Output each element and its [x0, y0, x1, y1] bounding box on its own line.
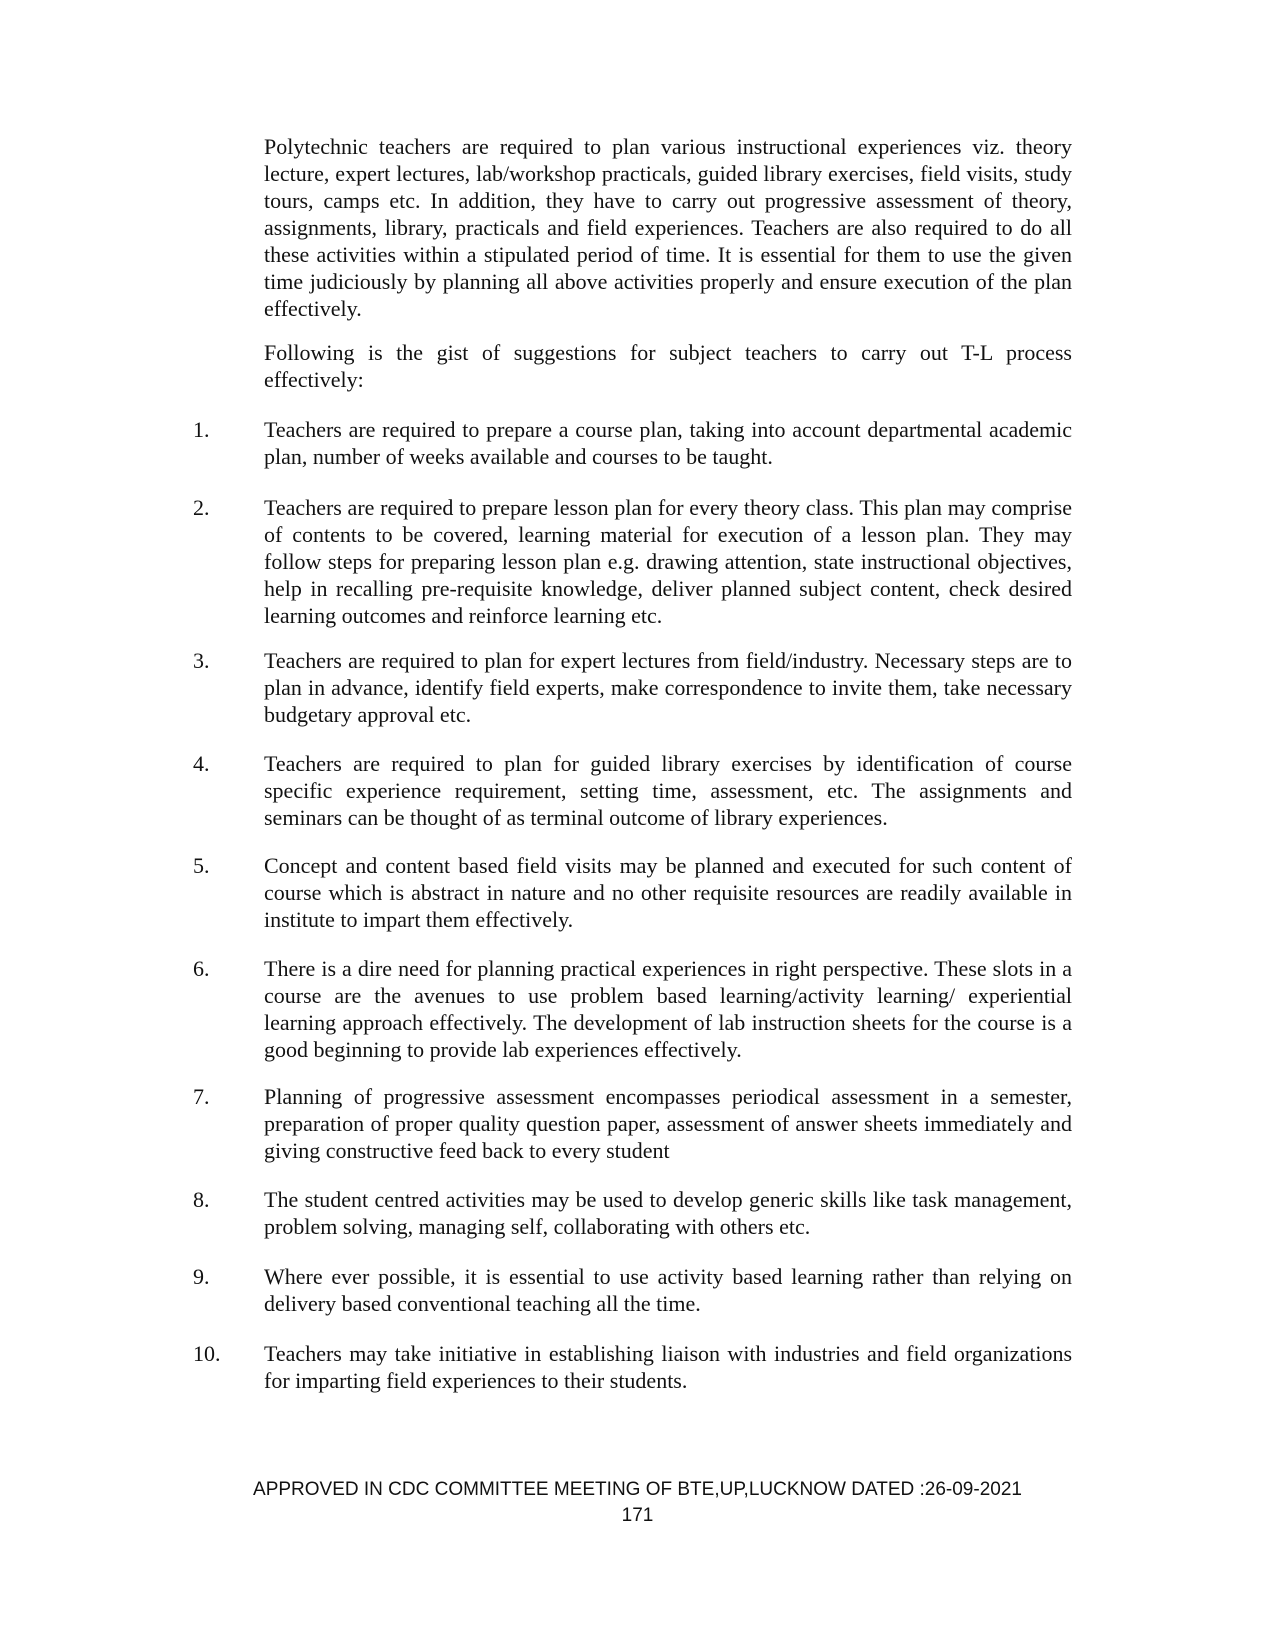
list-item-number: 1. [193, 417, 210, 442]
list-item-text: The student centred activities may be used to develop generic skills like task management, problem solving, managing self, collaborating with others etc. [264, 1187, 1072, 1239]
list-item-text: Teachers are required to plan for expert lectures from field/industry. Necessary steps are to plan in advance, identify field experts, make correspondence to invite them, take necessary budgetary approval etc. [264, 648, 1072, 727]
list-item-number: 2. [193, 495, 210, 520]
list-item-number: 9. [193, 1264, 210, 1289]
page-number: 171 [621, 1505, 654, 1526]
list-item-text: There is a dire need for planning practical experiences in right perspective. These slots in a course are the avenues to use problem based learning/activity learning/ experiential learning approach effectively. The development of lab instruction sheets for the course is a good beginning to provide lab experiences effectively. [264, 956, 1072, 1062]
list-item-number: 6. [193, 956, 210, 981]
list-item-text: Teachers may take initiative in establishing liaison with industries and field organizations for imparting field experiences to their students. [264, 1341, 1072, 1393]
list-item-text: Concept and content based field visits may be planned and executed for such content of course which is abstract in nature and no other requisite resources are readily available in institute to impart them effectively. [264, 853, 1072, 932]
approval-footer: APPROVED IN CDC COMMITTEE MEETING OF BTE,UP,LUCKNOW DATED :26-09-2021 [253, 1479, 1022, 1500]
list-item-text: Planning of progressive assessment encompasses periodical assessment in a semester, preparation of proper quality question paper, assessment of answer sheets immediately and giving constructive feed back to every student [264, 1084, 1072, 1163]
list-item-text: Teachers are required to plan for guided library exercises by identification of course specific experience requirement, setting time, assessment, etc. The assignments and seminars can be thought of as terminal outcome of library experiences. [264, 751, 1072, 830]
list-item-text: Where ever possible, it is essential to use activity based learning rather than relying on delivery based conventional teaching all the time. [264, 1264, 1072, 1316]
list-item-number: 10. [193, 1341, 221, 1366]
list-item-text: Teachers are required to prepare lesson plan for every theory class. This plan may comprise of contents to be covered, learning material for execution of a lesson plan. They may follow steps for preparing lesson plan e.g. drawing attention, state instructional objectives, help in recalling pre-requisite knowledge, deliver planned subject content, check desired learning outcomes and reinforce learning etc. [264, 495, 1072, 628]
list-item-number: 4. [193, 751, 210, 776]
list-item-number: 5. [193, 853, 210, 878]
lead-in-paragraph: Following is the gist of suggestions for subject teachers to carry out T-L process effectively: [264, 340, 1072, 392]
list-item-number: 3. [193, 648, 210, 673]
list-item-number: 8. [193, 1187, 210, 1212]
list-item-text: Teachers are required to prepare a course plan, taking into account departmental academic plan, number of weeks available and courses to be taught. [264, 417, 1072, 469]
intro-paragraph: Polytechnic teachers are required to plan various instructional experiences viz. theory lecture, expert lectures, lab/workshop practicals, guided library exercises, field visits, study tours, camps etc. In addition, they have to carry out progressive assessment of theory, assignments, library, practicals and field experiences. Teachers are also required to do all these activities within a stipulated period of time. It is essential for them to use the given time judiciously by planning all above activities properly and ensure execution of the plan effectively. [264, 134, 1072, 321]
list-item-number: 7. [193, 1084, 210, 1109]
